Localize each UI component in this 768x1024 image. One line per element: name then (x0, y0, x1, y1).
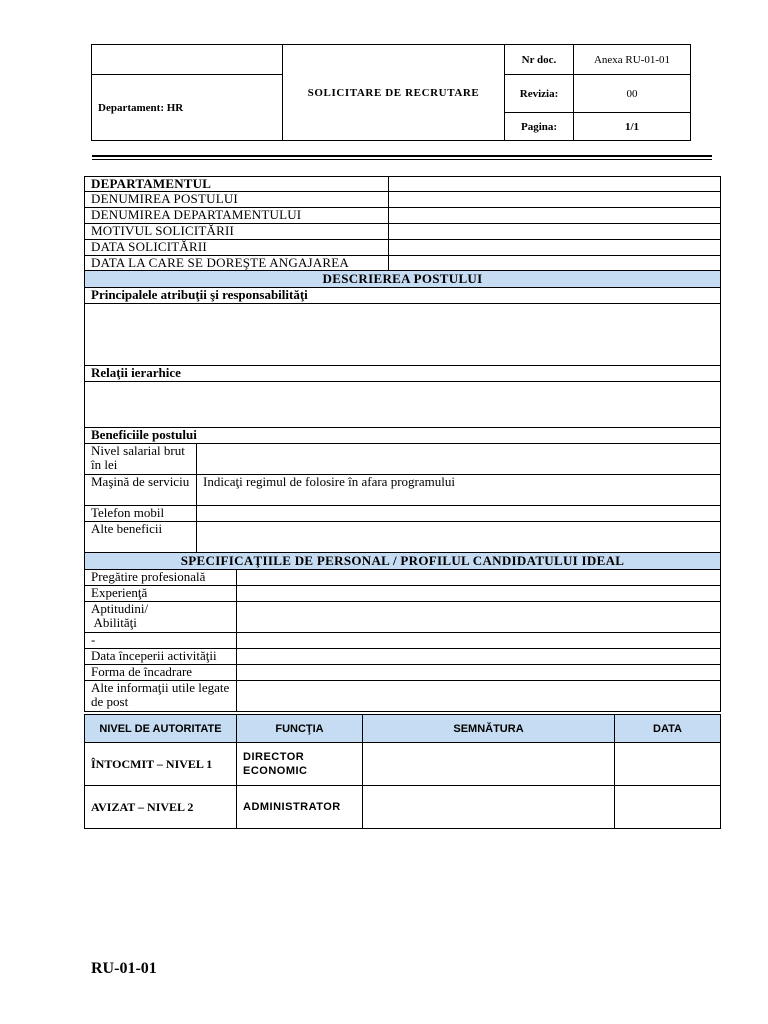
section-descrierea-postului: DESCRIEREA POSTULUI (85, 271, 721, 288)
field-input-experienta[interactable] (237, 586, 721, 602)
header-divider-thin (92, 159, 712, 160)
field-label-motivul-solicitarii: MOTIVUL SOLICITĂRII (85, 224, 389, 240)
col-header-functia: FUNCŢIA (237, 715, 363, 743)
abilitati-text: Abilităţi (91, 615, 137, 630)
field-label-data-solicitarii: DATA SOLICITĂRII (85, 240, 389, 256)
document-header (91, 44, 691, 141)
field-input-data-inceperii[interactable] (237, 649, 721, 665)
footer-document-code: RU-01-01 (91, 960, 157, 977)
field-label-departamentul: DEPARTAMENTUL (85, 177, 389, 192)
date-field-avizat[interactable] (615, 786, 721, 829)
revizia-value: 00 (574, 75, 691, 113)
field-label-masina-de-serviciu: Maşină de serviciu (85, 475, 197, 506)
approval-table (84, 714, 721, 829)
date-field-intocmit[interactable] (615, 743, 721, 786)
aptitudini-text: Aptitudini/ (91, 601, 149, 616)
field-input-pregatire-profesionala[interactable] (237, 570, 721, 586)
field-label-nivel-salarial: Nivel salarial brut în lei (85, 444, 197, 475)
row-label-avizat: AVIZAT – NIVEL 2 (85, 786, 237, 829)
field-input-departamentul[interactable] (389, 177, 721, 192)
field-label-alte-beneficii: Alte beneficii (85, 522, 197, 553)
field-label-forma-incadrare: Forma de încadrare (85, 665, 237, 681)
signature-field-avizat[interactable] (363, 786, 615, 829)
revizia-label: Revizia: (505, 75, 574, 113)
col-header-nivel-autoritate: NIVEL DE AUTORITATE (85, 715, 237, 743)
field-input-masina-de-serviciu[interactable]: Indicaţi regimul de folosire în afara programului (197, 475, 721, 506)
field-input-dash[interactable] (237, 633, 721, 649)
section-specificatii-personal: SPECIFICAŢIILE DE PERSONAL / PROFILUL CANDIDATULUI IDEAL (85, 553, 721, 570)
field-input-data-angajare[interactable] (389, 256, 721, 271)
field-input-relatii-ierarhice[interactable] (85, 382, 721, 428)
signature-field-intocmit[interactable] (363, 743, 615, 786)
field-label-aptitudini (85, 602, 237, 633)
field-label-atributii: Principalele atribuţii şi responsabilităţi (85, 288, 721, 304)
pagina-value: 1/1 (574, 113, 691, 141)
field-label-dash: - (85, 633, 237, 649)
logo-area (92, 45, 283, 75)
nr-doc-label: Nr doc. (505, 45, 574, 75)
field-label-data-inceperii: Data începerii activităţii (85, 649, 237, 665)
field-input-motivul-solicitarii[interactable] (389, 224, 721, 240)
row-functia-administrator: ADMINISTRATOR (237, 786, 363, 829)
field-input-data-solicitarii[interactable] (389, 240, 721, 256)
field-label-data-angajare: DATA LA CARE SE DOREŞTE ANGAJAREA (85, 256, 389, 271)
field-input-denumirea-departamentului[interactable] (389, 208, 721, 224)
field-input-aptitudini[interactable] (237, 602, 721, 633)
field-label-beneficiile-postului: Beneficiile postului (85, 428, 721, 444)
field-label-relatii-ierarhice: Relaţii ierarhice (85, 366, 721, 382)
row-label-intocmit: ÎNTOCMIT – NIVEL 1 (85, 743, 237, 786)
field-input-atributii[interactable] (85, 304, 721, 366)
col-header-data: DATA (615, 715, 721, 743)
field-input-alte-beneficii[interactable] (197, 522, 721, 553)
pagina-label: Pagina: (505, 113, 574, 141)
field-input-forma-incadrare[interactable] (237, 665, 721, 681)
field-label-pregatire-profesionala: Pregătire profesională (85, 570, 237, 586)
field-label-telefon-mobil: Telefon mobil (85, 506, 197, 522)
field-input-nivel-salarial[interactable] (197, 444, 721, 475)
field-label-alte-informatii: Alte informaţii utile legate de post (85, 681, 237, 712)
document-title: SOLICITARE DE RECRUTARE (283, 45, 505, 141)
nr-doc-value: Anexa RU-01-01 (574, 45, 691, 75)
field-label-denumirea-departamentului: DENUMIREA DEPARTAMENTULUI (85, 208, 389, 224)
field-label-experienta: Experienţă (85, 586, 237, 602)
row-functia-director-economic: DIRECTOR ECONOMIC (237, 743, 363, 786)
department-label: Departament: HR (92, 75, 283, 141)
field-input-telefon-mobil[interactable] (197, 506, 721, 522)
header-divider-thick (92, 155, 712, 157)
field-input-denumirea-postului[interactable] (389, 192, 721, 208)
recruitment-form (84, 176, 721, 712)
field-input-alte-informatii[interactable] (237, 681, 721, 712)
col-header-semnatura: SEMNĂTURA (363, 715, 615, 743)
field-label-denumirea-postului: DENUMIREA POSTULUI (85, 192, 389, 208)
